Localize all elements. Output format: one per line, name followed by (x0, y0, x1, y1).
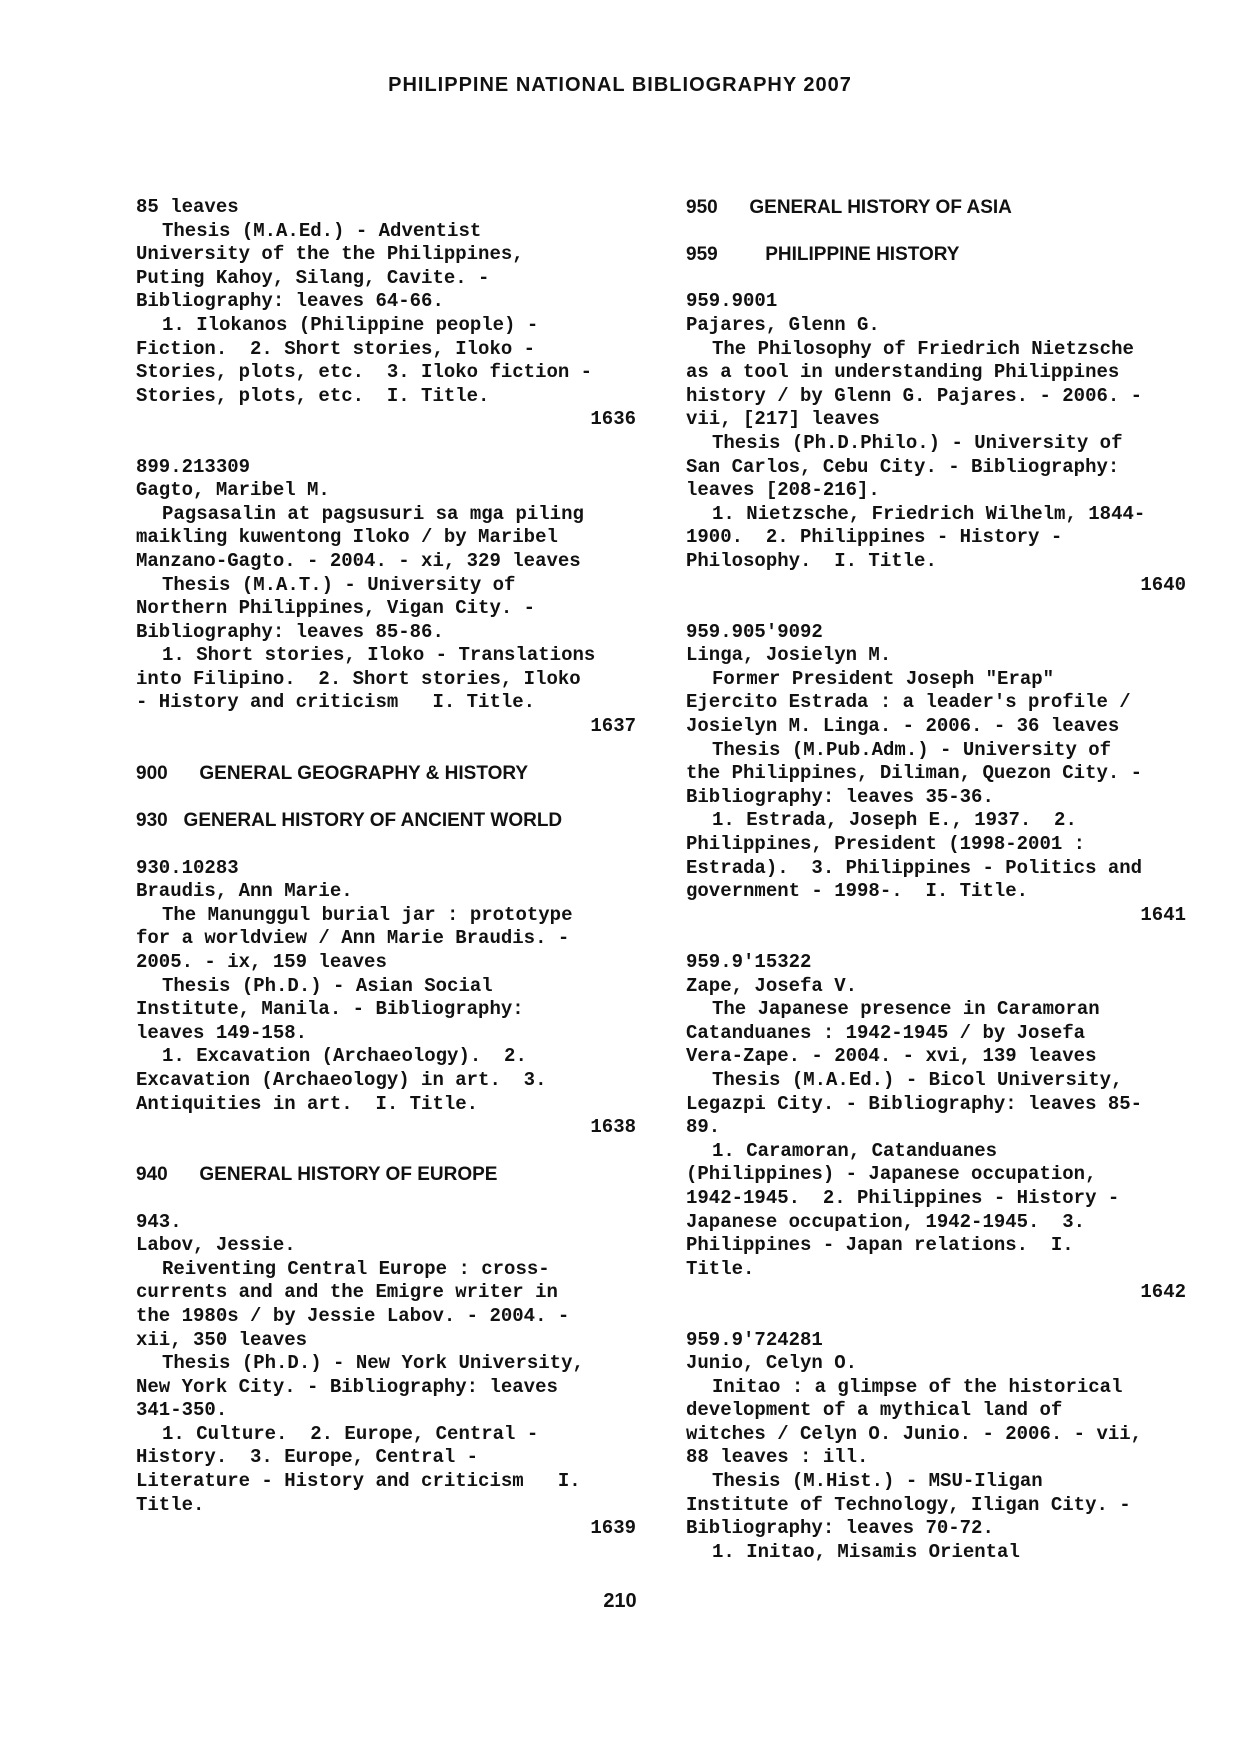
entry-line: vii, [217] leaves (686, 408, 880, 431)
blank-line (686, 220, 1186, 244)
entry-line-indented: Thesis (M.A.T.) - University of (162, 573, 516, 596)
entry-line-indented: The Japanese presence in Caramoran (712, 998, 1100, 1021)
entry-line: into Filipino. 2. Short stories, Iloko (136, 667, 581, 690)
entry-line: 959.9'15322 (686, 951, 812, 973)
entry-line: the 1980s / by Jessie Labov. - 2004. - (136, 1304, 570, 1327)
entry-line: Bibliography: leaves 35-36. (686, 785, 994, 808)
entry-line: Excavation (Archaeology) in art. 3. (136, 1068, 547, 1091)
entry-line: leaves 149-158. (136, 1021, 308, 1044)
entry-line: Bibliography: leaves 64-66. (136, 290, 444, 313)
entry-line: Philosophy. I. Title. (686, 549, 937, 572)
entry-line-indented: The Manunggul burial jar : prototype (162, 903, 573, 926)
entry-line-indented: 1. Nietzsche, Friedrich Wilhelm, 1844- (712, 502, 1146, 525)
entry-number: 1639 (590, 1517, 636, 1540)
entry-line-indented: 1. Estrada, Joseph E., 1937. 2. (712, 809, 1077, 832)
section-heading: 940 GENERAL HISTORY OF EUROPE (136, 1164, 498, 1186)
entry-line: Linga, Josielyn M. (686, 644, 892, 667)
entry-line: 88 leaves : ill. (686, 1446, 869, 1469)
blank-line (136, 739, 636, 763)
entry-line: Estrada). 3. Philippines - Politics and (686, 856, 1143, 879)
entry-line: Institute of Technology, Iligan City. - (686, 1493, 1131, 1516)
blank-line (686, 267, 1186, 291)
entry-line-indented: Thesis (M.A.Ed.) - Bicol University, (712, 1068, 1123, 1091)
entry-line: Stories, plots, etc. I. Title. (136, 384, 490, 407)
entry-line: Antiquities in art. I. Title. (136, 1092, 479, 1115)
entry-line-indented: Pagsasalin at pagsusuri sa mga piling (162, 502, 584, 525)
entry-line-indented: Former President Joseph "Erap" (712, 667, 1055, 690)
entry-line-indented: Thesis (M.Pub.Adm.) - University of (712, 738, 1112, 761)
entry-line: maikling kuwentong Iloko / by Maribel (136, 526, 558, 549)
entry-line: History. 3. Europe, Central - (136, 1446, 479, 1469)
entry-line-indented: 1. Ilokanos (Philippine people) - (162, 313, 539, 336)
entry-line: for a worldview / Ann Marie Braudis. - (136, 927, 570, 950)
entry-line-indented: Thesis (M.A.Ed.) - Adventist (162, 219, 482, 242)
entry-line: San Carlos, Cebu City. - Bibliography: (686, 455, 1120, 478)
entry-line: Philippines, President (1998-2001 : (686, 833, 1086, 856)
entry-line: as a tool in understanding Philippines (686, 361, 1120, 384)
entry-line: history / by Glenn G. Pajares. - 2006. - (686, 384, 1143, 407)
entry-line-indented: Reiventing Central Europe : cross- (162, 1257, 550, 1280)
entry-number: 1642 (1140, 1281, 1186, 1304)
blank-line (686, 927, 1186, 951)
entry-line-indented: 1. Caramoran, Catanduanes (712, 1139, 998, 1162)
entry-line-indented: Thesis (M.Hist.) - MSU-Iligan (712, 1470, 1043, 1493)
entry-line: Bibliography: leaves 70-72. (686, 1517, 994, 1540)
entry-line: Manzano-Gagto. - 2004. - xi, 329 leaves (136, 549, 581, 572)
entry-line-indented: Thesis (Ph.D.) - Asian Social (162, 974, 493, 997)
entry-line: - History and criticism I. Title. (136, 691, 536, 714)
entry-line: witches / Celyn O. Junio. - 2006. - vii, (686, 1422, 1143, 1445)
entry-line: 959.9'724281 (686, 1328, 823, 1351)
blank-line (136, 1140, 636, 1164)
section-heading: 950 GENERAL HISTORY OF ASIA (686, 197, 1012, 218)
entry-line: 341-350. (136, 1399, 228, 1422)
entry-line: 85 leaves (136, 196, 239, 218)
entry-line: Gagto, Maribel M. (136, 479, 330, 502)
entry-line: 1900. 2. Philippines - History - (686, 526, 1063, 549)
section-heading: 900 GENERAL GEOGRAPHY & HISTORY (136, 763, 529, 785)
entry-line: Ejercito Estrada : a leader's profile / (686, 691, 1131, 714)
blank-line (686, 597, 1186, 621)
entry-line: Labov, Jessie. (136, 1234, 296, 1257)
entry-line: Pajares, Glenn G. (686, 313, 880, 336)
entry-line: Northern Philippines, Vigan City. - (136, 597, 536, 620)
entry-line: Philippines - Japan relations. I. (686, 1234, 1074, 1257)
entry-line-indented: Thesis (Ph.D.) - New York University, (162, 1352, 584, 1375)
entry-line: development of a mythical land of (686, 1399, 1063, 1422)
entry-number: 1638 (590, 1116, 636, 1139)
entry-line-indented: 1. Culture. 2. Europe, Central - (162, 1422, 539, 1445)
entry-line: Zape, Josefa V. (686, 974, 858, 997)
entry-line: currents and and the Emigre writer in (136, 1281, 558, 1304)
entry-line: 930.10283 (136, 856, 239, 879)
entry-line: 959.9001 (686, 290, 778, 313)
entry-line: Title. (136, 1493, 205, 1516)
entry-line: leaves [208-216]. (686, 479, 880, 502)
entry-line: Junio, Celyn O. (686, 1352, 858, 1375)
entry-line: New York City. - Bibliography: leaves (136, 1375, 558, 1398)
entry-line: 943. (136, 1210, 182, 1233)
entry-line: 2005. - ix, 159 leaves (136, 951, 387, 973)
blank-line (686, 1305, 1186, 1329)
entry-line-indented: 1. Initao, Misamis Oriental (712, 1540, 1020, 1563)
entry-line: Catanduanes : 1942-1945 / by Josefa (686, 1021, 1086, 1044)
entry-line: Bibliography: leaves 85-86. (136, 620, 444, 643)
section-heading: 959 PHILIPPINE HISTORY (686, 244, 960, 266)
entry-line: Stories, plots, etc. 3. Iloko fiction - (136, 361, 593, 384)
entry-line-indented: The Philosophy of Friedrich Nietzsche (712, 337, 1134, 360)
entry-line: (Philippines) - Japanese occupation, (686, 1163, 1097, 1186)
entry-line: Literature - History and criticism I. (136, 1470, 581, 1493)
entry-line: government - 1998-. I. Title. (686, 880, 1029, 903)
entry-line: 899.213309 (136, 455, 251, 478)
entry-line-indented: 1. Short stories, Iloko - Translations (162, 644, 596, 667)
entry-line: the Philippines, Diliman, Quezon City. - (686, 762, 1143, 785)
entry-line: 89. (686, 1116, 721, 1139)
blank-line (136, 786, 636, 810)
entry-line: xii, 350 leaves (136, 1328, 308, 1351)
page-number: 210 (603, 1590, 637, 1612)
section-heading: 930 GENERAL HISTORY OF ANCIENT WORLD (136, 810, 563, 832)
entry-line: 959.905'9092 (686, 620, 823, 643)
entry-number: 1636 (590, 408, 636, 431)
left-column (136, 196, 636, 1541)
entry-line: Vera-Zape. - 2004. - xvi, 139 leaves (686, 1045, 1097, 1068)
entry-number: 1637 (590, 715, 636, 738)
entry-line: Institute, Manila. - Bibliography: (136, 998, 524, 1021)
entry-line: Japanese occupation, 1942-1945. 3. (686, 1210, 1086, 1233)
entry-number: 1641 (1140, 903, 1186, 926)
entry-line-indented: Thesis (Ph.D.Philo.) - University of (712, 431, 1123, 454)
entry-line: Legazpi City. - Bibliography: leaves 85- (686, 1092, 1143, 1115)
entry-line: 1942-1945. 2. Philippines - History - (686, 1186, 1120, 1209)
right-column (686, 196, 1186, 1564)
entry-line: Fiction. 2. Short stories, Iloko - (136, 337, 536, 360)
entry-line-indented: 1. Excavation (Archaeology). 2. (162, 1045, 527, 1068)
entry-line: Josielyn M. Linga. - 2006. - 36 leaves (686, 715, 1120, 738)
entry-number: 1640 (1140, 573, 1186, 596)
running-head: PHILIPPINE NATIONAL BIBLIOGRAPHY 2007 (388, 74, 852, 96)
blank-line (136, 432, 636, 456)
blank-line (136, 833, 636, 857)
entry-line: Braudis, Ann Marie. (136, 880, 353, 903)
entry-line: Puting Kahoy, Silang, Cavite. - (136, 266, 490, 289)
entry-line-indented: Initao : a glimpse of the historical (712, 1375, 1123, 1398)
blank-line (136, 1187, 636, 1211)
entry-line: Title. (686, 1257, 755, 1280)
entry-line: University of the the Philippines, (136, 243, 524, 266)
